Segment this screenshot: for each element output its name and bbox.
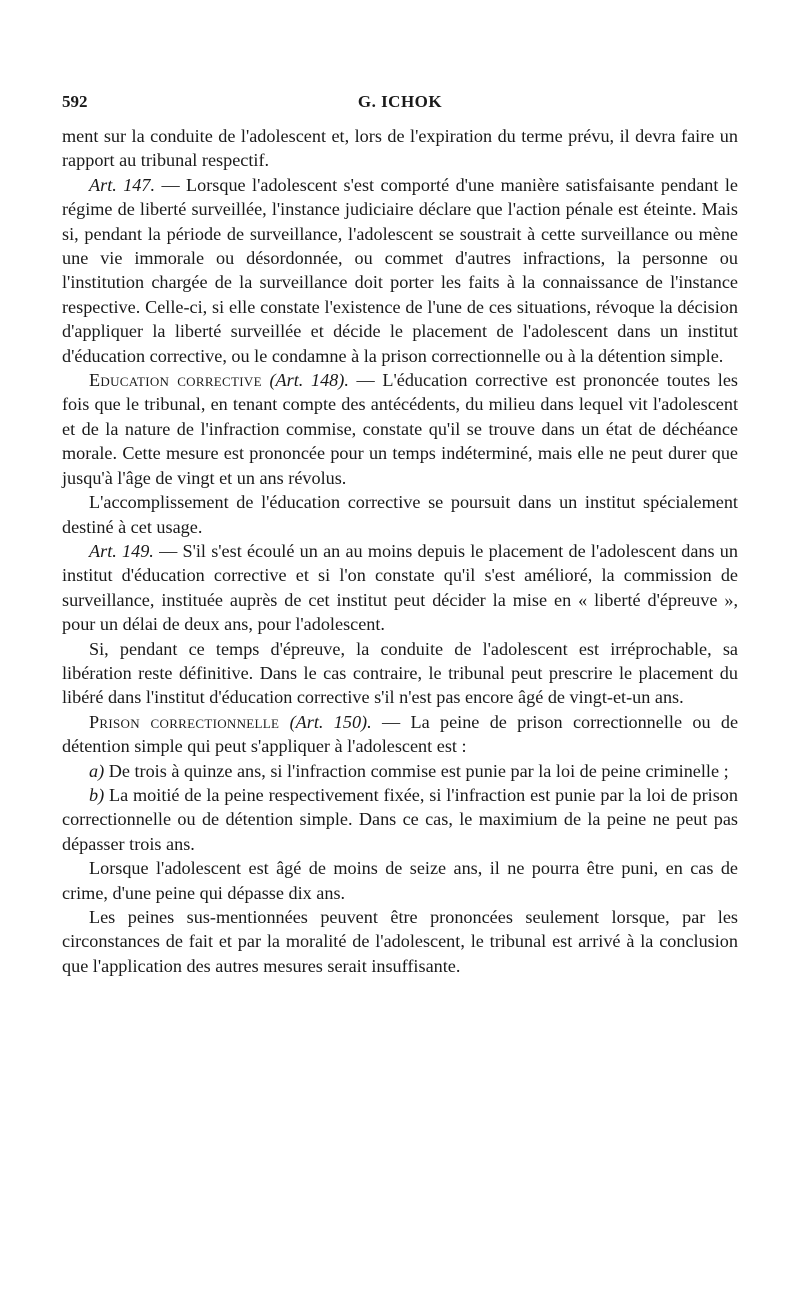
article-ref: (Art. 148).	[269, 370, 349, 391]
section-heading: Prison correctionnelle	[89, 711, 280, 732]
paragraph-art-149	[62, 539, 738, 637]
paragraph-text: — La peine de prison correctionnelle ou de détention simple qui peut s'appliquer à l'adolescent est :	[62, 711, 739, 757]
document-page	[62, 84, 738, 978]
paragraph-education-corrective	[62, 368, 738, 490]
paragraph-text: — L'éducation corrective est prononcée toutes les fois que le tribunal, en tenant compte des antécédents, du milieu dans lequel vit l'adolescent et de la nature de l'infraction commise, constate qu'il se trouve dans un état de déchéance morale. Cette mesure est prononcée pour un temps indéterminé, mais elle ne peut durer que jusqu'à l'âge de vingt et un ans révolus.	[62, 370, 738, 488]
section-heading: Education corrective	[89, 370, 262, 391]
running-head-author: G. ICHOK	[357, 92, 443, 111]
paragraph-prison-correctionnelle	[62, 710, 738, 759]
list-label: a)	[89, 760, 105, 781]
article-ref: Art. 149.	[89, 540, 154, 561]
list-item-b	[62, 783, 738, 856]
paragraph-text: De trois à quinze ans, si l'infraction commise est punie par la loi de peine criminelle ;	[104, 760, 729, 781]
list-item-a	[62, 759, 738, 783]
paragraph-text: La moitié de la peine respectivement fixée, si l'infraction est punie par la loi de prison correctionnelle ou de détention simple. Dans ce cas, le maximium de la peine ne peut pas dépasser trois ans.	[62, 784, 738, 854]
paragraph-text: — Lorsque l'adolescent s'est comporté d'une manière satisfaisante pendant le régime de liberté surveillée, l'instance judiciaire déclare que l'action pénale est éteinte. Mais si, pendant la période de surveillance, l'adolescent se soustrait à cette surveillance ou mène une vie immorale ou désordonnée, ou commet d'autres infractions, la personne ou l'institution chargée de la surveillance doit porter les faits à la connaissance de l'instance respective. Celle-ci, si elle constate l'existence de l'une de ces situations, révoque la décision d'appliquer la liberté surveillée et décide le placement de l'adolescent dans un institut d'éducation corrective, ou le condamne à la prison correctionnelle ou à la détention simple.	[62, 174, 738, 366]
paragraph-art-147	[62, 173, 738, 368]
paragraph-text: — S'il s'est écoulé un an au moins depuis le placement de l'adolescent dans un institut d'éducation corrective et si l'on constate qu'il s'est amélioré, la commission de surveillance, instituée auprès de cet institut peut décider la mise en « liberté d'épreuve », pour un délai de deux ans, pour l'adolescent.	[62, 540, 738, 635]
list-label: b)	[89, 784, 105, 805]
paragraph: L'accomplissement de l'éducation corrective se poursuit dans un institut spécialement destiné à cet usage.	[62, 492, 738, 537]
article-ref: (Art. 150).	[289, 711, 372, 732]
page-number: 592	[62, 92, 88, 111]
article-ref: Art. 147.	[89, 174, 156, 195]
paragraph: Les peines sus-mentionnées peuvent être prononcées seulement lorsque, par les circonstances de fait et par la moralité de l'adolescent, le tribunal est arrivé à la conclusion que l'application des autres mesures serait insuffisante.	[62, 907, 738, 976]
paragraph: Si, pendant ce temps d'épreuve, la conduite de l'adolescent est irréprochable, sa libération reste définitive. Dans le cas contraire, le tribunal peut prescrire le placement du libéré dans l'institut d'éducation corrective s'il n'est pas encore âgé de vingt-et-un ans.	[62, 638, 738, 708]
paragraph: ment sur la conduite de l'adolescent et, lors de l'expiration du terme prévu, il devra faire un rapport au tribunal respectif.	[62, 126, 738, 171]
body-text	[62, 124, 738, 978]
paragraph: Lorsque l'adolescent est âgé de moins de seize ans, il ne pourra être puni, en cas de crime, d'une peine qui dépasse dix ans.	[62, 858, 738, 903]
running-header	[62, 84, 738, 124]
